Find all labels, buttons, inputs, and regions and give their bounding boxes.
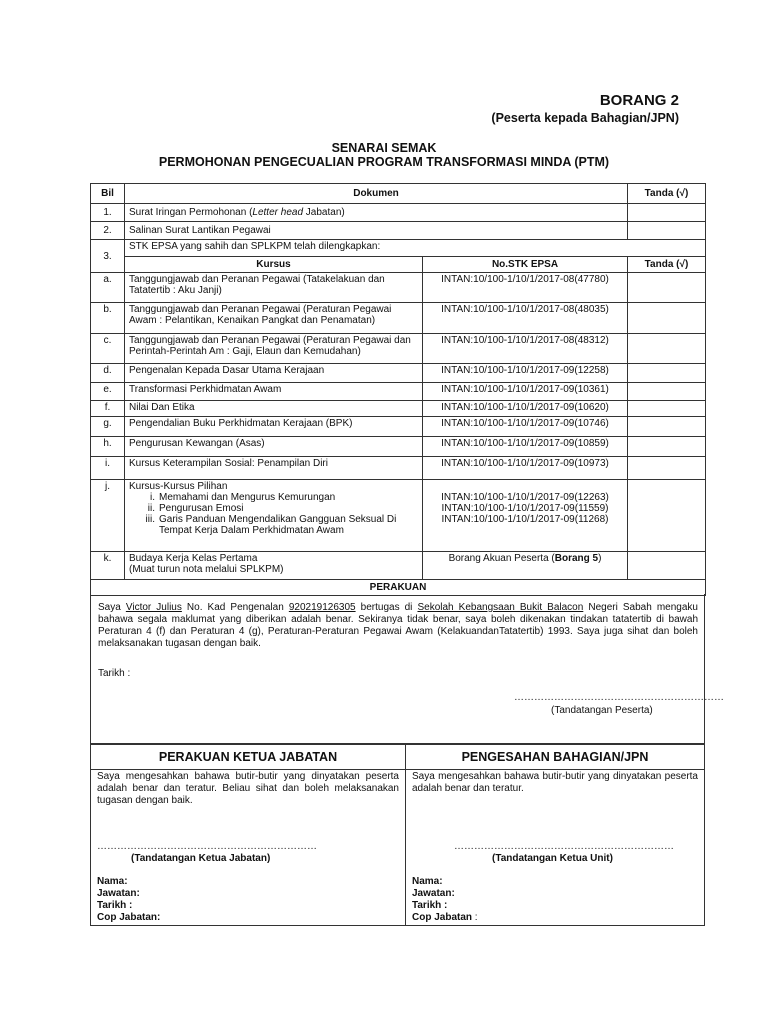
tick-box[interactable] [628,457,706,480]
ketua-signature-line[interactable]: ………………………………………………………… [97,841,317,852]
tick-box[interactable] [628,334,706,364]
workplace[interactable]: Sekolah Kebangsaan Bukit Balacon [417,602,584,613]
course-name: Tanggungjawab dan Peranan Pegawai (Peraturan Pegawai dan Perintah-Perintah Am : Gaji, Elaun dan Kemudahan) [125,334,423,364]
course-letter: k. [91,552,125,580]
subheader-kursus: Kursus [125,257,423,273]
stk-number: INTAN:10/100-1/10/1/2017-09(10361) [423,383,628,401]
document-item: Salinan Surat Lantikan Pegawai [125,222,628,240]
tick-box[interactable] [628,383,706,401]
subheader-stk: No.STK EPSA [423,257,628,273]
document-item: Surat Iringan Permohonan (Letter head Jabatan) [125,204,628,222]
tick-box[interactable] [628,204,706,222]
perakuan-section [90,594,724,744]
pengesahan-fields [412,876,478,924]
division-approval-panel [406,745,704,925]
tick-box[interactable] [628,417,706,437]
course-name: Tanggungjawab dan Peranan Pegawai (Tatakelakuan dan Tatatertib : Aku Janji) [125,273,423,303]
course-row [91,334,706,364]
stk-number: INTAN:10/100-1/10/1/2017-09(10746) [423,417,628,437]
pengesahan-text: Saya mengesahkan bahawa butir-butir yang dinyatakan peserta adalah benar dan teratur. [412,771,698,794]
stk-number: INTAN:10/100-1/10/1/2017-09(10973) [423,457,628,480]
course-letter: a. [91,273,125,303]
stk-number: INTAN:10/100-1/10/1/2017-09(12258) [423,364,628,383]
course-row [91,437,706,457]
row-number: 2. [91,222,125,240]
participant-signature-label: (Tandatangan Peserta) [551,705,653,716]
course-row [91,383,706,401]
ketua-fields [97,876,160,924]
list-item: iii. Garis Panduan Mengendalikan Gangguan Seksual Di Tempat Kerja Dalam Perkhidmatan Awam [145,514,397,536]
header-tanda: Tanda (√) [628,184,706,204]
participant-name[interactable]: Victor Julius [125,602,182,613]
course-letter: f. [91,401,125,417]
course-row [91,457,706,480]
ketua-header: PERAKUAN KETUA JABATAN [91,745,405,770]
stk-number: INTAN:10/100-1/10/1/2017-09(11268) [441,514,609,525]
subheader-tanda: Tanda (√) [628,257,706,273]
course-letter: e. [91,383,125,401]
header-bil: Bil [91,184,125,204]
course-name: Tanggungjawab dan Peranan Pegawai (Peraturan Pegawai Awam : Pelantikan, Kenaikan Pangkat dan Penamatan) [125,303,423,334]
tick-box[interactable] [628,273,706,303]
date-label[interactable]: Tarikh : [98,668,131,679]
tick-box[interactable] [628,480,706,552]
course-letter: g. [91,417,125,437]
ketua-signature-label: (Tandatangan Ketua Jabatan) [131,853,271,864]
tick-box[interactable] [628,303,706,334]
list-item: i. Memahami dan Mengurus Kemurungan [150,492,336,503]
table-row [91,222,706,240]
course-row [91,552,706,580]
course-row [91,417,706,437]
name-field[interactable]: Nama: [412,876,443,887]
pengesahan-signature-label: (Tandatangan Ketua Unit) [492,853,613,864]
declaration-text: Saya Victor Julius No. Kad Pengenalan 920219126305 bertugas di Sekolah Kebangsaan Bukit Balacon Negeri Sabah mengaku bahawa segala maklumat yang diberikan adalah benar. Sekiranya tidak benar, saya boleh dikenakan tindakan tatatertib di bawah Peraturan 4 (f) dan Peraturan 4 (g), Peraturan-Peraturan Pegawai Awam (KelakuandanTatatertib) 1993. Saya juga sihat dan boleh melaksanakan tugasan dengan baik. [98,602,698,649]
course-name: Nilai Dan Etika [125,401,423,417]
course-name: Kursus Keterampilan Sosial: Penampilan Diri [125,457,423,480]
list-item: ii. Pengurusan Emosi [147,503,244,514]
course-letter: i. [91,457,125,480]
tick-box[interactable] [628,401,706,417]
date-field[interactable]: Tarikh : [412,900,448,911]
pengesahan-header: PENGESAHAN BAHAGIAN/JPN [406,745,704,770]
course-letter: b. [91,303,125,334]
table-row [91,240,706,257]
page-title: SENARAI SEMAK [331,141,437,155]
course-name: Budaya Kerja Kelas Pertama (Muat turun nota melalui SPLKPM) [125,552,423,580]
elective-title: Kursus-Kursus Pilihan [129,481,228,492]
course-row [91,273,706,303]
course-letter: d. [91,364,125,383]
name-field[interactable]: Nama: [97,876,128,887]
approval-section [90,744,705,926]
head-of-department-panel [91,745,406,925]
elective-courses [125,480,423,552]
position-field[interactable]: Jawatan: [412,888,455,899]
stamp-field[interactable]: Cop Jabatan : [412,912,478,923]
course-letter: c. [91,334,125,364]
ic-number[interactable]: 920219126305 [288,602,356,613]
course-name: Pengendalian Buku Perkhidmatan Kerajaan (BPK) [125,417,423,437]
table-row [91,204,706,222]
signature-line[interactable]: ……………………………………………………… [514,692,724,703]
checklist-table [90,183,706,596]
declaration-form-ref: Borang Akuan Peserta (Borang 5) [423,552,628,580]
form-number: BORANG 2 [599,92,679,109]
tick-box[interactable] [628,552,706,580]
row-number: 1. [91,204,125,222]
course-row [91,401,706,417]
perakuan-header: PERAKUAN [91,580,706,596]
position-field[interactable]: Jawatan: [97,888,140,899]
course-name: Transformasi Perkhidmatan Awam [125,383,423,401]
stk-number: INTAN:10/100-1/10/1/2017-08(48035) [423,303,628,334]
document-item: STK EPSA yang sahih dan SPLKPM telah dilengkapkan: [125,240,706,257]
course-letter: j. [91,480,125,552]
date-field[interactable]: Tarikh : [97,900,133,911]
stk-number: INTAN:10/100-1/10/1/2017-09(10620) [423,401,628,417]
tick-box[interactable] [628,364,706,383]
stk-number: INTAN:10/100-1/10/1/2017-09(11559) [441,503,609,514]
ketua-text: Saya mengesahkan bahawa butir-butir yang dinyatakan peserta adalah benar dan teratur. Beliau sihat dan boleh melaksanakan tugasan dengan baik. [97,771,399,806]
course-name: Pengurusan Kewangan (Asas) [125,437,423,457]
form-subtitle: (Peserta kepada Bahagian/JPN) [491,111,679,125]
header-dokumen: Dokumen [125,184,628,204]
stk-number: INTAN:10/100-1/10/1/2017-09(12263) [441,492,609,503]
stk-number: INTAN:10/100-1/10/1/2017-08(47780) [423,273,628,303]
course-row [91,364,706,383]
course-row [91,480,706,552]
stk-number: INTAN:10/100-1/10/1/2017-09(10859) [423,437,628,457]
course-row [91,303,706,334]
pengesahan-signature-line[interactable]: ………………………………………………………… [454,841,674,852]
stamp-field[interactable]: Cop Jabatan: [97,912,161,923]
course-name: Pengenalan Kepada Dasar Utama Kerajaan [125,364,423,383]
row-number: 3. [91,240,125,273]
stk-number: INTAN:10/100-1/10/1/2017-08(48312) [423,334,628,364]
tick-box[interactable] [628,222,706,240]
course-letter: h. [91,437,125,457]
page-subtitle: PERMOHONAN PENGECUALIAN PROGRAM TRANSFORMASI MINDA (PTM) [158,155,610,169]
tick-box[interactable] [628,437,706,457]
elective-stk-numbers [423,480,628,552]
